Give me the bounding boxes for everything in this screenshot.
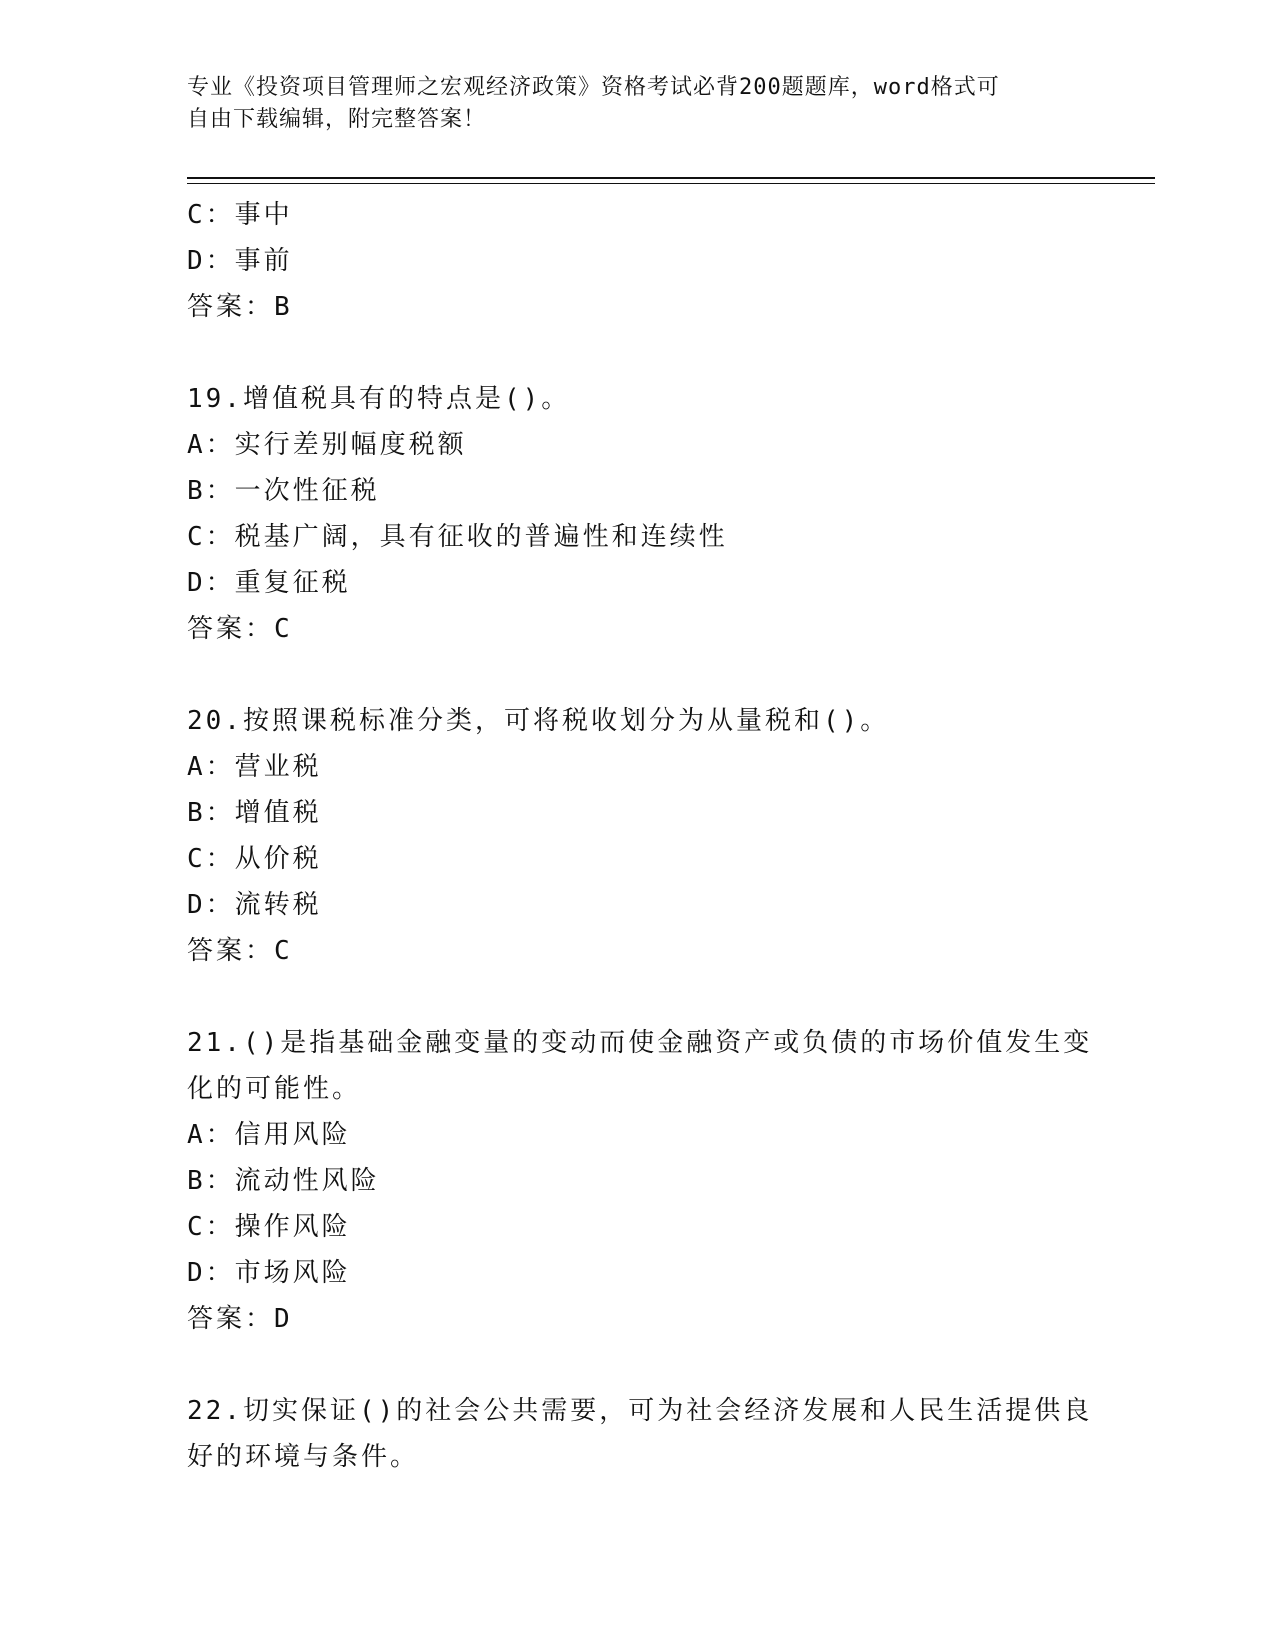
option-c: C：从价税 (187, 844, 322, 874)
option-d: D：事前 (187, 246, 293, 276)
question-list (187, 192, 1093, 1480)
answer: 答案：C (187, 936, 293, 966)
question-stem-line-2: 化的可能性。 (187, 1074, 362, 1104)
option-c: C：事中 (187, 200, 293, 230)
header-divider-thick (187, 177, 1155, 179)
option-c: C：税基广阔，具有征收的普遍性和连续性 (187, 522, 728, 552)
question-stem: 19.增值税具有的特点是()。 (187, 384, 571, 414)
document-header (187, 72, 1087, 136)
question-20 (187, 698, 1087, 974)
spacer (187, 1342, 1087, 1388)
option-b: B：增值税 (187, 798, 322, 828)
option-a: A：营业税 (187, 752, 322, 782)
option-d: D：市场风险 (187, 1258, 351, 1288)
header-divider-thin (187, 183, 1155, 184)
question-21 (187, 1020, 1093, 1342)
option-d: D：重复征税 (187, 568, 351, 598)
header-line-2: 自由下载编辑，附完整答案！ (187, 107, 487, 132)
question-stem-line-1: 22.切实保证()的社会公共需要，可为社会经济发展和人民生活提供良 (187, 1396, 1093, 1426)
answer: 答案：C (187, 614, 293, 644)
answer: 答案：D (187, 1304, 293, 1334)
question-stem-line-2: 好的环境与条件。 (187, 1442, 420, 1472)
option-a: A：实行差别幅度税额 (187, 430, 467, 460)
option-c: C：操作风险 (187, 1212, 351, 1242)
question-18-tail (187, 192, 1087, 330)
answer: 答案：B (187, 292, 293, 322)
option-d: D：流转税 (187, 890, 322, 920)
option-b: B：一次性征税 (187, 476, 380, 506)
option-b: B：流动性风险 (187, 1166, 380, 1196)
question-stem-line-1: 21.()是指基础金融变量的变动而使金融资产或负债的市场价值发生变 (187, 1028, 1093, 1058)
header-line-1: 专业《投资项目管理师之宏观经济政策》资格考试必背200题题库，word格式可 (187, 75, 1000, 100)
spacer (187, 974, 1087, 1020)
spacer (187, 330, 1087, 376)
question-22 (187, 1388, 1093, 1480)
question-19 (187, 376, 1087, 652)
question-stem: 20.按照课税标准分类，可将税收划分为从量税和()。 (187, 706, 890, 736)
option-a: A：信用风险 (187, 1120, 351, 1150)
spacer (187, 652, 1087, 698)
